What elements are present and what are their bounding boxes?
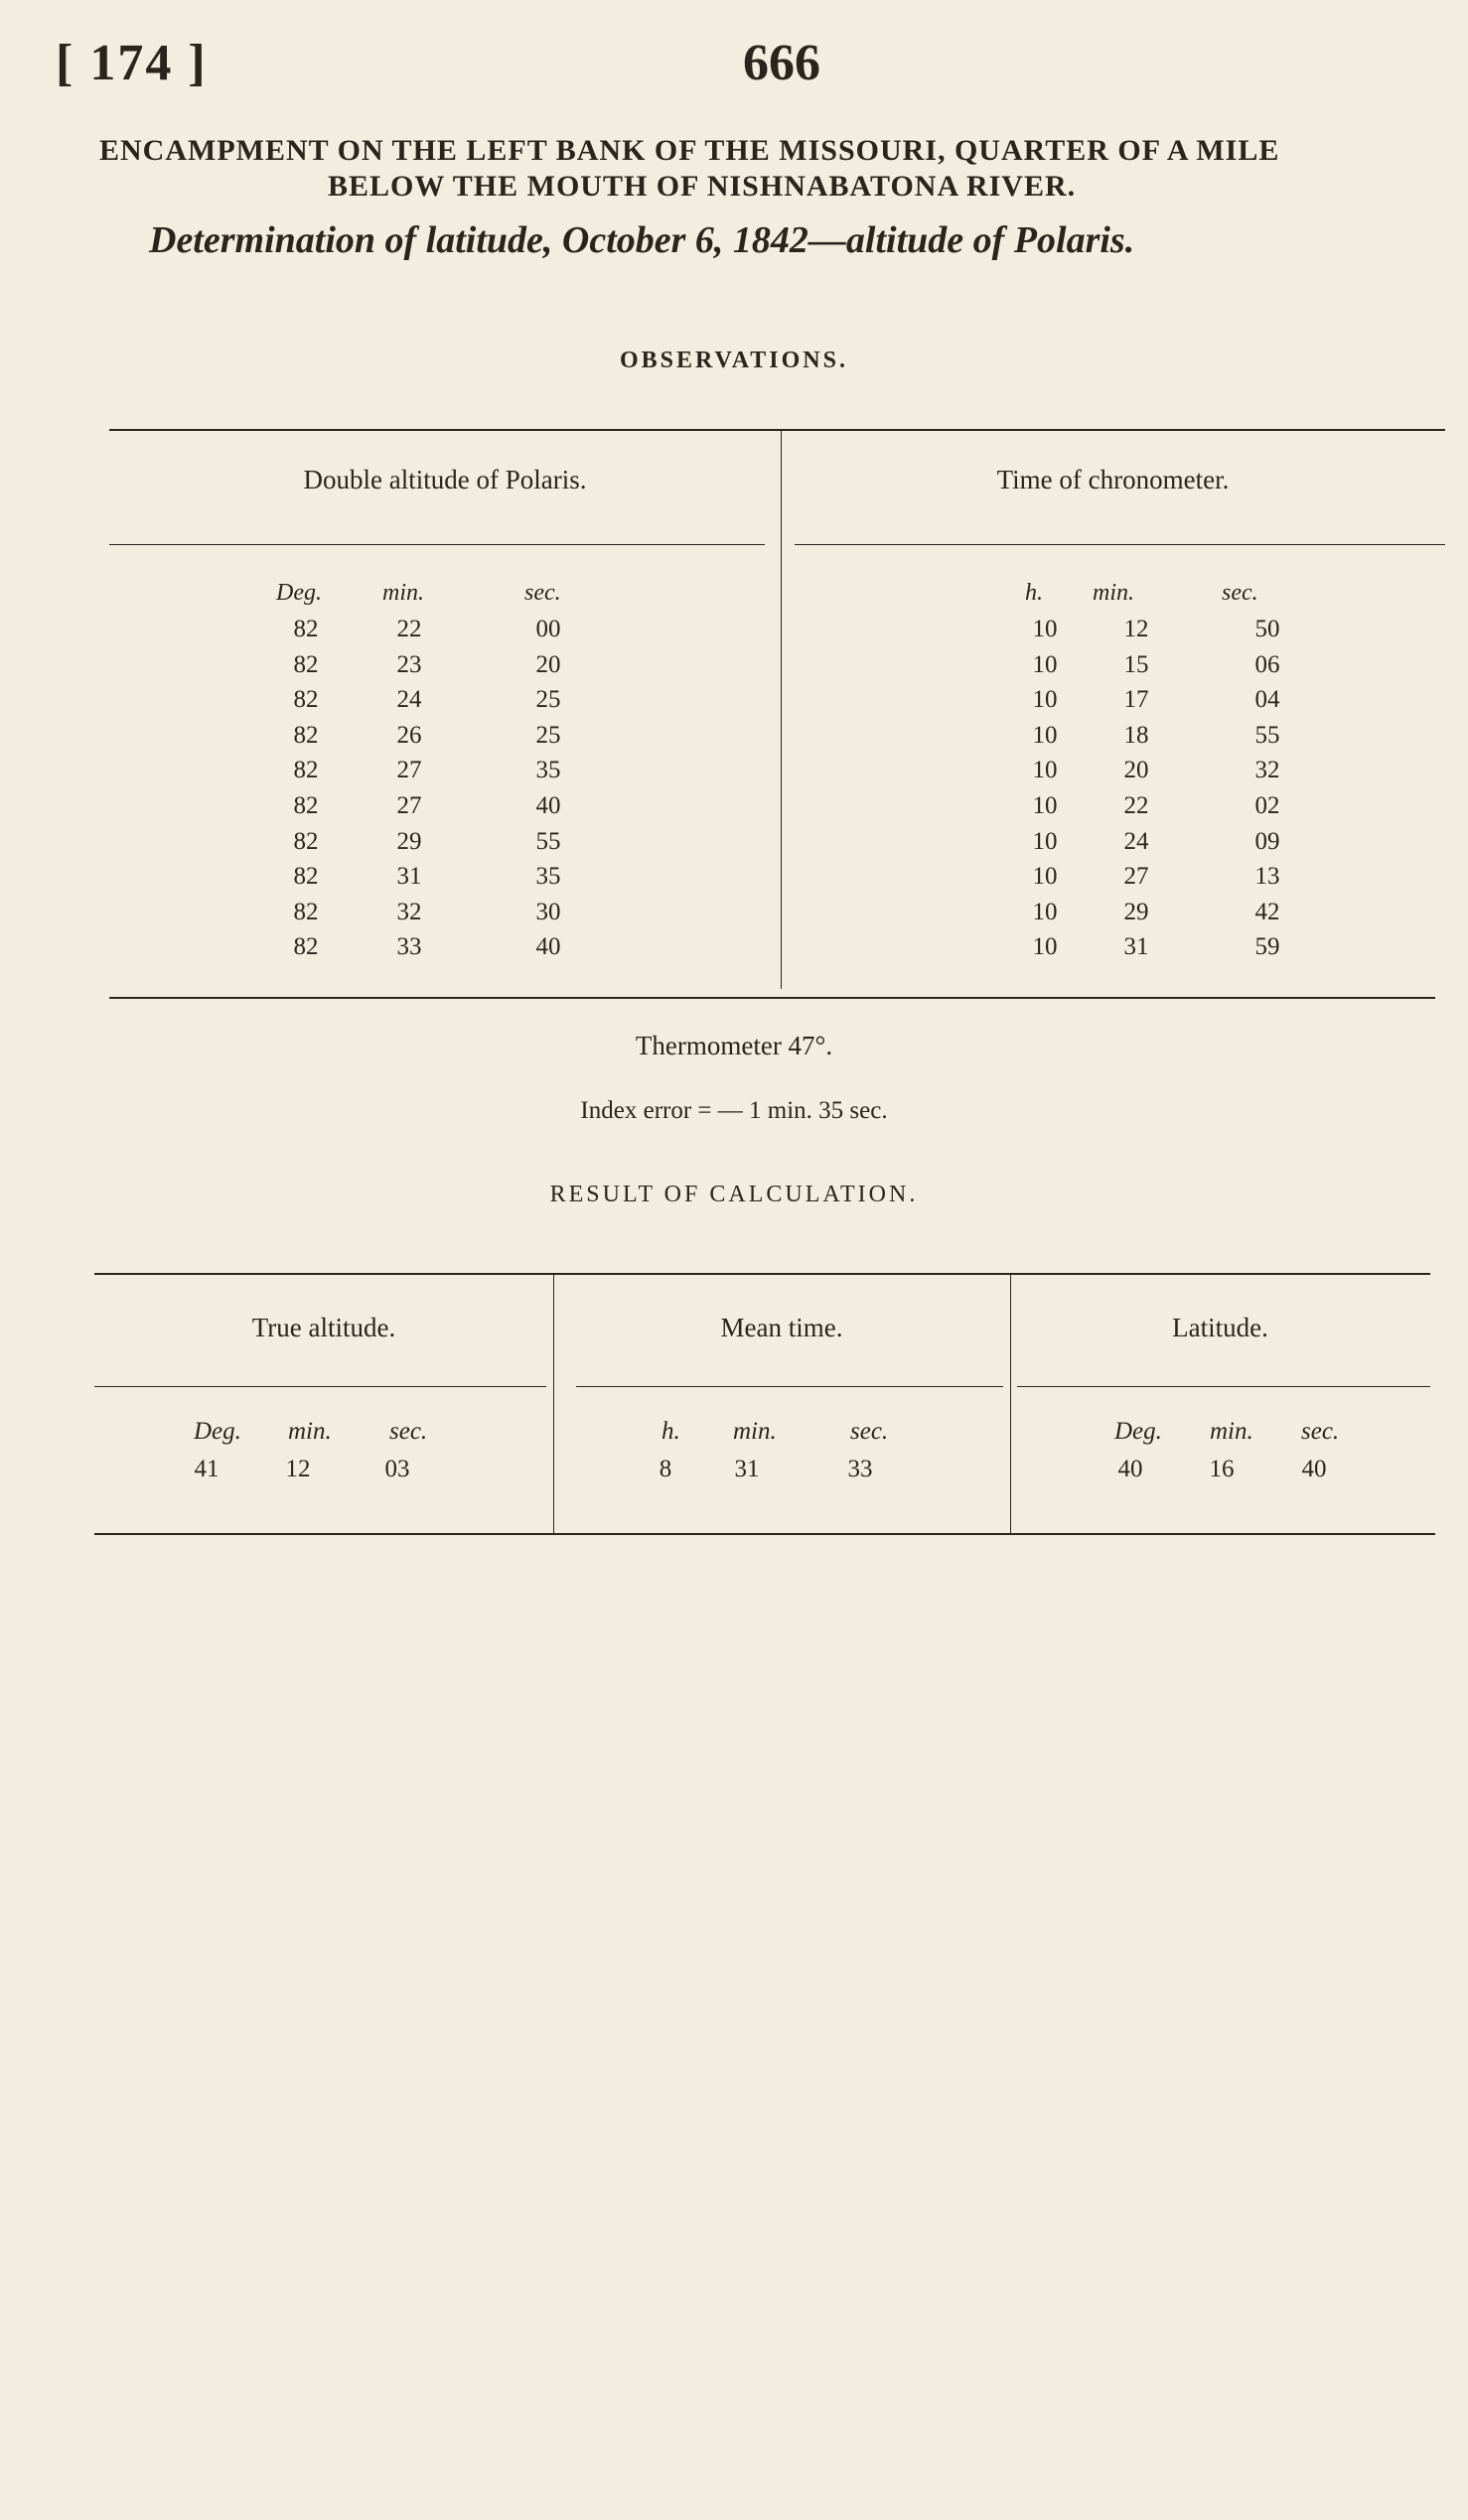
altitude-sec-cell: 25 <box>535 722 561 749</box>
chronometer-min-cell: 20 <box>1123 757 1149 783</box>
res-unit-sec: sec. <box>389 1418 428 1445</box>
altitude-min-cell: 32 <box>396 899 422 925</box>
chronometer-hours-cell: 10 <box>1032 686 1058 713</box>
chronometer-min-cell: 27 <box>1123 863 1149 890</box>
chronometer-min-cell: 31 <box>1123 933 1149 960</box>
res-unit-lat-deg: Deg. <box>1114 1418 1162 1445</box>
unit-deg: Deg. <box>276 580 322 606</box>
res-bottom-rule <box>94 1533 1435 1535</box>
altitude-min-cell: 29 <box>396 828 422 855</box>
altitude-deg-cell: 82 <box>293 686 319 713</box>
chronometer-min-cell: 29 <box>1123 899 1149 925</box>
res-top-rule <box>94 1273 1430 1275</box>
altitude-sec-cell: 30 <box>535 899 561 925</box>
chronometer-hours-cell: 10 <box>1032 899 1058 925</box>
obs-header-rule-left <box>109 544 765 545</box>
altitude-deg-cell: 82 <box>293 933 319 960</box>
res-header-rule-2 <box>576 1386 1003 1387</box>
altitude-min-cell: 27 <box>396 792 422 819</box>
chronometer-sec-cell: 13 <box>1254 863 1280 890</box>
res-unit-min-time: min. <box>733 1418 777 1445</box>
altitude-min-cell: 33 <box>396 933 422 960</box>
chronometer-sec-cell: 04 <box>1254 686 1280 713</box>
altitude-sec-cell: 35 <box>535 863 561 890</box>
altitude-deg-cell: 82 <box>293 792 319 819</box>
title-line-1: ENCAMPMENT ON THE LEFT BANK OF THE MISSOURI, QUARTER OF A MILE <box>99 134 1280 167</box>
altitude-sec-cell: 55 <box>535 828 561 855</box>
unit-hours: h. <box>1025 580 1043 606</box>
res-unit-deg: Deg. <box>194 1418 241 1445</box>
chronometer-hours-cell: 10 <box>1032 757 1058 783</box>
chronometer-sec-cell: 55 <box>1254 722 1280 749</box>
altitude-min-cell: 26 <box>396 722 422 749</box>
observations-heading: OBSERVATIONS. <box>619 348 848 373</box>
altitude-deg-cell: 82 <box>293 651 319 678</box>
chronometer-hours-cell: 10 <box>1032 792 1058 819</box>
chronometer-min-cell: 18 <box>1123 722 1149 749</box>
altitude-deg-cell: 82 <box>293 863 319 890</box>
altitude-sec-cell: 00 <box>535 616 561 642</box>
true-altitude-min: 12 <box>285 1456 311 1482</box>
thermometer-reading: Thermometer 47°. <box>635 1031 833 1060</box>
page-header <box>0 34 1468 103</box>
altitude-sec-cell: 40 <box>535 792 561 819</box>
chronometer-hours-cell: 10 <box>1032 651 1058 678</box>
mean-time-sec: 33 <box>847 1456 873 1482</box>
altitude-sec-cell: 25 <box>535 686 561 713</box>
mean-time-min: 31 <box>734 1456 760 1482</box>
altitude-min-cell: 31 <box>396 863 422 890</box>
res-header-rule-3 <box>1017 1386 1430 1387</box>
altitude-deg-cell: 82 <box>293 828 319 855</box>
chronometer-min-cell: 15 <box>1123 651 1149 678</box>
chronometer-sec-cell: 50 <box>1254 616 1280 642</box>
altitude-deg-cell: 82 <box>293 899 319 925</box>
altitude-sec-cell: 40 <box>535 933 561 960</box>
obs-bottom-rule <box>109 997 1435 999</box>
col-true-altitude-header: True altitude. <box>251 1313 396 1342</box>
obs-column-divider <box>781 431 782 989</box>
altitude-sec-cell: 35 <box>535 757 561 783</box>
title-line-2: BELOW THE MOUTH OF NISHNABATONA RIVER. <box>328 170 1077 203</box>
obs-header-rule-right <box>795 544 1445 545</box>
chronometer-sec-cell: 32 <box>1254 757 1280 783</box>
res-header-rule-1 <box>94 1386 546 1387</box>
altitude-min-cell: 24 <box>396 686 422 713</box>
chronometer-sec-cell: 42 <box>1254 899 1280 925</box>
index-error: Index error = — 1 min. 35 sec. <box>580 1097 888 1124</box>
altitude-min-cell: 27 <box>396 757 422 783</box>
latitude-min: 16 <box>1209 1456 1235 1482</box>
true-altitude-sec: 03 <box>384 1456 410 1482</box>
result-heading: RESULT OF CALCULATION. <box>549 1182 919 1207</box>
chronometer-hours-cell: 10 <box>1032 722 1058 749</box>
altitude-min-cell: 22 <box>396 616 422 642</box>
page-number: 666 <box>743 35 820 91</box>
bracketed-page-number: [ 174 ] <box>56 35 208 91</box>
unit-min-time: min. <box>1093 580 1134 606</box>
document-subtitle: Determination of latitude, October 6, 1842—altitude of Polaris. <box>149 219 1135 261</box>
chronometer-min-cell: 17 <box>1123 686 1149 713</box>
res-unit-lat-min: min. <box>1210 1418 1253 1445</box>
altitude-deg-cell: 82 <box>293 616 319 642</box>
unit-min: min. <box>382 580 424 606</box>
chronometer-hours-cell: 10 <box>1032 616 1058 642</box>
chronometer-sec-cell: 06 <box>1254 651 1280 678</box>
altitude-deg-cell: 82 <box>293 722 319 749</box>
altitude-sec-cell: 20 <box>535 651 561 678</box>
res-unit-lat-sec: sec. <box>1301 1418 1340 1445</box>
chronometer-sec-cell: 02 <box>1254 792 1280 819</box>
res-unit-sec-time: sec. <box>850 1418 889 1445</box>
col-mean-time-header: Mean time. <box>720 1313 843 1342</box>
chronometer-min-cell: 22 <box>1123 792 1149 819</box>
obs-top-rule <box>109 429 1445 431</box>
res-unit-hours: h. <box>661 1418 680 1445</box>
mean-time-hours: 8 <box>659 1456 672 1482</box>
chronometer-min-cell: 12 <box>1123 616 1149 642</box>
latitude-deg: 40 <box>1117 1456 1143 1482</box>
document-title <box>99 133 1450 205</box>
chronometer-hours-cell: 10 <box>1032 863 1058 890</box>
altitude-min-cell: 23 <box>396 651 422 678</box>
chronometer-hours-cell: 10 <box>1032 933 1058 960</box>
chronometer-min-cell: 24 <box>1123 828 1149 855</box>
chronometer-sec-cell: 09 <box>1254 828 1280 855</box>
unit-sec: sec. <box>524 580 561 606</box>
chronometer-sec-cell: 59 <box>1254 933 1280 960</box>
col-double-altitude-header: Double altitude of Polaris. <box>303 465 587 494</box>
chronometer-hours-cell: 10 <box>1032 828 1058 855</box>
res-unit-min: min. <box>288 1418 332 1445</box>
altitude-deg-cell: 82 <box>293 757 319 783</box>
col-chronometer-header: Time of chronometer. <box>996 465 1230 494</box>
col-latitude-header: Latitude. <box>1172 1313 1268 1342</box>
true-altitude-deg: 41 <box>194 1456 220 1482</box>
unit-sec-time: sec. <box>1222 580 1258 606</box>
latitude-sec: 40 <box>1301 1456 1327 1482</box>
